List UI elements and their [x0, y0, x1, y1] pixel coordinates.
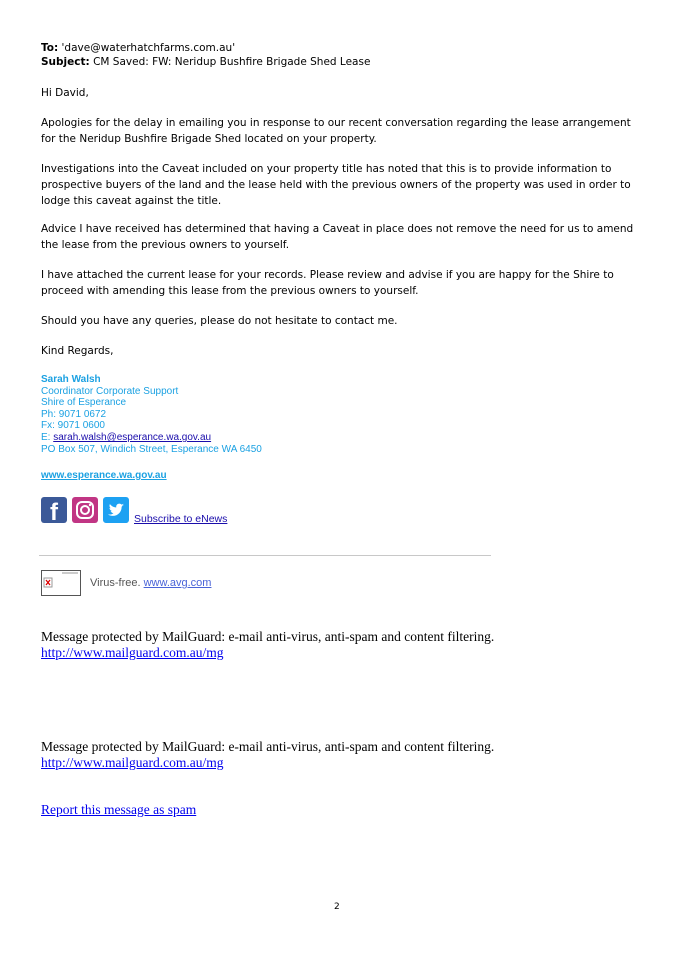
- to-line: [41, 41, 235, 55]
- mailguard-message: Message protected by MailGuard: e-mail anti-virus, anti-spam and content filtering.: [41, 739, 495, 754]
- signature-fax: Fx: 9071 0600: [41, 420, 105, 432]
- page-number: 2: [334, 902, 340, 912]
- svg-text:f: f: [50, 499, 58, 523]
- avg-link[interactable]: www.avg.com: [143, 577, 212, 589]
- avg-logo-placeholder[interactable]: [41, 570, 81, 596]
- email-label: E:: [41, 431, 51, 443]
- body-paragraph: Investigations into the Caveat included on your property title has noted that this is to provide information to prospective buyers of the land and the lease held with the previous owners of the property was used in order to lodge this caveat against the title.: [41, 163, 631, 207]
- mailguard-notice: [41, 629, 494, 661]
- body-paragraph: Apologies for the delay in emailing you in response to our recent conversation regarding the lease arrangement for the Neridup Bushfire Brigade Shed located on your property.: [41, 117, 631, 145]
- avg-text: Virus-free.: [90, 577, 141, 589]
- mailguard-message: Message protected by MailGuard: e-mail anti-virus, anti-spam and content filtering.: [41, 629, 495, 644]
- signature-name: Sarah Walsh: [41, 374, 101, 385]
- to-value: 'dave@waterhatchfarms.com.au': [61, 42, 236, 54]
- signature-org: Shire of Esperance: [41, 397, 127, 409]
- signature-email-link[interactable]: sarah.walsh@esperance.wa.gov.au: [53, 431, 212, 443]
- signature-address: PO Box 507, Windich Street, Esperance WA 6450: [41, 443, 262, 455]
- body-paragraph: Should you have any queries, please do not hesitate to contact me.: [41, 315, 398, 327]
- subject-line: [41, 55, 370, 69]
- body-paragraph: Advice I have received has determined that having a Caveat in place does not remove the need for us to amend the lease from the previous owners to yourself.: [41, 223, 634, 251]
- signature-block: [41, 374, 262, 455]
- twitter-icon[interactable]: [103, 497, 129, 523]
- website-link[interactable]: www.esperance.wa.gov.au: [41, 470, 167, 481]
- to-label: To:: [41, 42, 59, 54]
- instagram-icon[interactable]: [72, 497, 98, 523]
- subscribe-link[interactable]: Subscribe to eNews: [134, 513, 228, 525]
- signature-phone: Ph: 9071 0672: [41, 408, 107, 420]
- report-spam-link[interactable]: Report this message as spam: [41, 802, 197, 817]
- greeting: Hi David,: [41, 87, 89, 99]
- mailguard-notice: [41, 739, 494, 771]
- mailguard-link[interactable]: http://www.mailguard.com.au/mg: [41, 645, 224, 660]
- signature-email-line: [41, 432, 262, 444]
- divider: [39, 555, 491, 556]
- signature-title: Coordinator Corporate Support: [41, 385, 179, 397]
- facebook-icon[interactable]: [41, 497, 67, 523]
- mailguard-link[interactable]: http://www.mailguard.com.au/mg: [41, 755, 224, 770]
- avg-line: [90, 577, 211, 589]
- body-paragraph: I have attached the current lease for your records. Please review and advise if you are happy for the Shire to proceed with amending this lease from the previous owners to yourself.: [41, 269, 614, 297]
- closing: Kind Regards,: [41, 345, 114, 357]
- broken-image-icon: [42, 571, 80, 595]
- subject-label: Subject:: [41, 56, 90, 68]
- subject-value: CM Saved: FW: Neridup Bushfire Brigade Shed Lease: [93, 56, 371, 68]
